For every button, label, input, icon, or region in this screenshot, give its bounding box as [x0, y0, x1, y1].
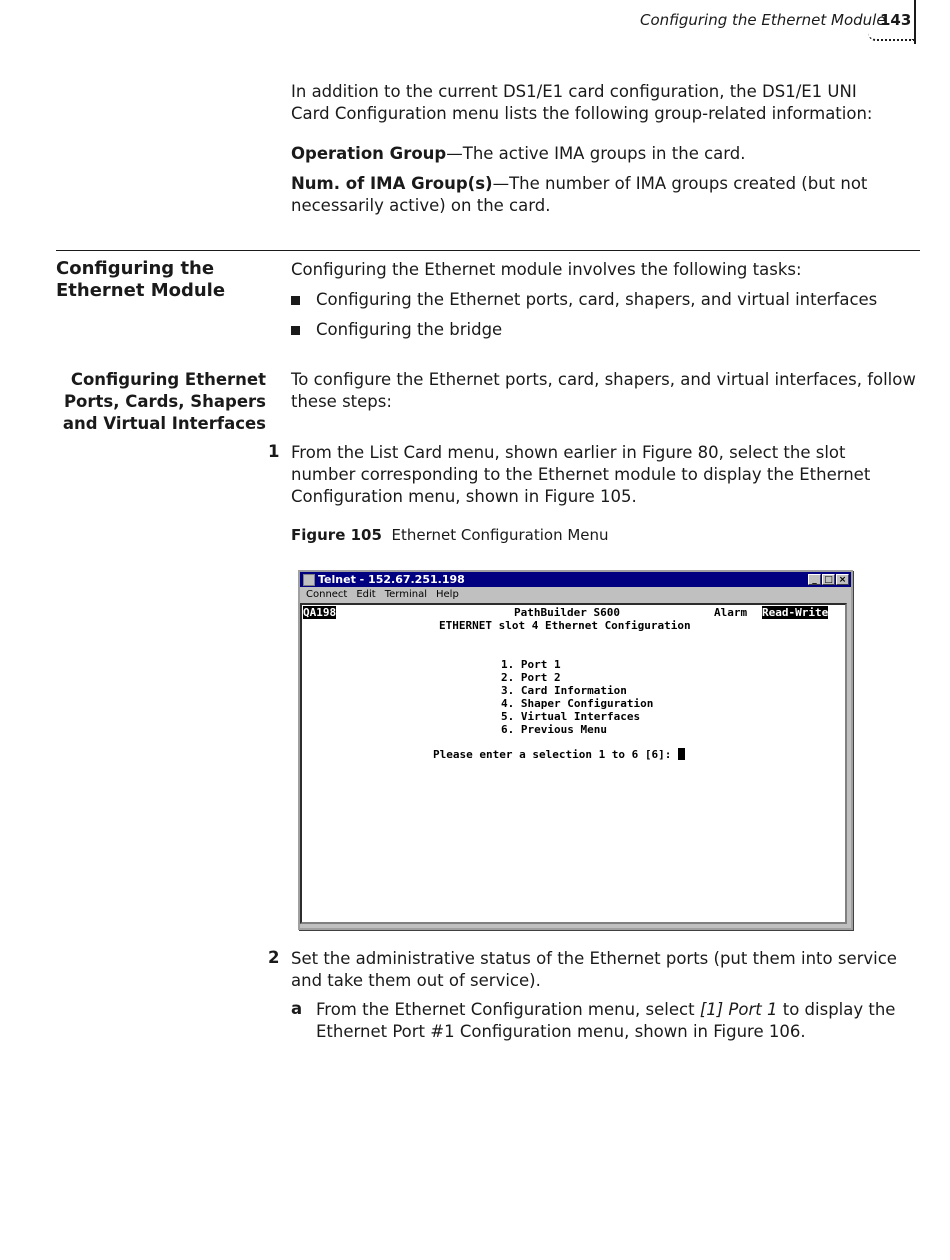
close-icon[interactable]: × — [836, 574, 849, 585]
figure-caption — [291, 526, 609, 544]
menu-connect[interactable]: Connect — [306, 589, 348, 600]
definition-text: —The active IMA groups in the card. — [446, 144, 746, 163]
substep-a-pre: From the Ethernet Configuration menu, select — [316, 1000, 700, 1019]
step-2-text: Set the administrative status of the Ethernet ports (put them into service and take them out of service). — [291, 949, 897, 990]
terminal-product: PathBuilder S600 — [514, 606, 620, 619]
definition-term: Operation Group — [291, 144, 447, 163]
terminal-prompt-line[interactable] — [433, 748, 685, 761]
menu-option: 2. Port 2 — [501, 671, 561, 684]
figure-label: Figure 105 — [291, 526, 382, 544]
substep-a-text — [316, 999, 921, 1043]
menu-option: 1. Port 1 — [501, 658, 561, 671]
running-header-title: Configuring the Ethernet Module — [640, 11, 886, 29]
menu-option: 5. Virtual Interfaces — [501, 710, 641, 723]
definition-operation-group — [291, 143, 921, 165]
definition-term: Num. of IMA Group(s) — [291, 174, 493, 193]
subsection-lead: To configure the Ethernet ports, card, shapers, and virtual interfaces, follow these steps: — [291, 370, 916, 411]
minimize-icon[interactable]: _ — [808, 574, 821, 585]
menu-help[interactable]: Help — [436, 589, 459, 600]
menu-option: 3. Card Information — [501, 684, 627, 697]
substep-label: a — [291, 999, 303, 1018]
terminal-alarm: Alarm — [714, 606, 748, 619]
header-dots — [868, 33, 914, 41]
telnet-app-icon — [303, 574, 315, 586]
section-heading-line1: Configuring the — [56, 258, 215, 279]
substep-a-selection: [1] Port 1 — [699, 1000, 778, 1019]
terminal-screen[interactable] — [300, 603, 847, 924]
step-number: 2 — [268, 948, 280, 967]
subsection-heading-line3: and Virtual Interfaces — [62, 414, 266, 433]
terminal-screen-title: ETHERNET slot 4 Ethernet Configuration — [439, 619, 691, 632]
maximize-icon[interactable]: □ — [822, 574, 835, 585]
section-heading — [56, 258, 225, 302]
telnet-title-bar — [300, 572, 851, 587]
telnet-title: Telnet - 152.67.251.198 — [318, 573, 465, 586]
terminal-mode: Read-Write — [762, 606, 829, 619]
terminal-host: QA198 — [303, 606, 337, 619]
definition-num-ima-groups — [291, 173, 921, 217]
section-heading-line2: Ethernet Module — [56, 280, 226, 301]
step-1-text: From the List Card menu, shown earlier in Figure 80, select the slot number corresponding to the Ethernet module to display the Ethernet Configuration menu, shown in Figure 105. — [291, 443, 871, 506]
telnet-window — [298, 570, 853, 930]
step-number: 1 — [268, 442, 280, 461]
menu-edit[interactable]: Edit — [356, 589, 376, 600]
definition-text: —The number of IMA groups created (but not necessarily active) on the card. — [291, 174, 868, 215]
menu-option: 4. Shaper Configuration — [501, 697, 654, 710]
bullet-marker — [291, 326, 300, 335]
menu-option: 6. Previous Menu — [501, 723, 607, 736]
subsection-heading-line2: Ports, Cards, Shapers — [63, 392, 266, 411]
header-rule-vertical — [914, 0, 916, 44]
subsection-heading — [56, 369, 266, 435]
menu-terminal[interactable]: Terminal — [384, 589, 427, 600]
bullet-item: Configuring the bridge — [316, 320, 503, 339]
terminal-cursor — [678, 748, 685, 760]
subsection-heading-line1: Configuring Ethernet — [70, 370, 266, 389]
bullet-marker — [291, 296, 300, 305]
section-lead: Configuring the Ethernet module involves the following tasks: — [291, 260, 802, 279]
substep-a-post: to display the Ethernet Port #1 Configuration menu, shown in Figure 106. — [316, 1000, 896, 1041]
terminal-prompt: Please enter a selection 1 to 6 [6]: — [433, 748, 679, 761]
intro-paragraph: In addition to the current DS1/E1 card configuration, the DS1/E1 UNI Card Configuration menu lists the following group-related information: — [291, 82, 873, 123]
telnet-menu-bar — [300, 587, 851, 602]
bullet-item: Configuring the Ethernet ports, card, shapers, and virtual interfaces — [316, 290, 878, 309]
section-divider — [56, 250, 920, 251]
page-number: 143 — [880, 11, 912, 29]
figure-caption-text: Ethernet Configuration Menu — [391, 526, 609, 544]
